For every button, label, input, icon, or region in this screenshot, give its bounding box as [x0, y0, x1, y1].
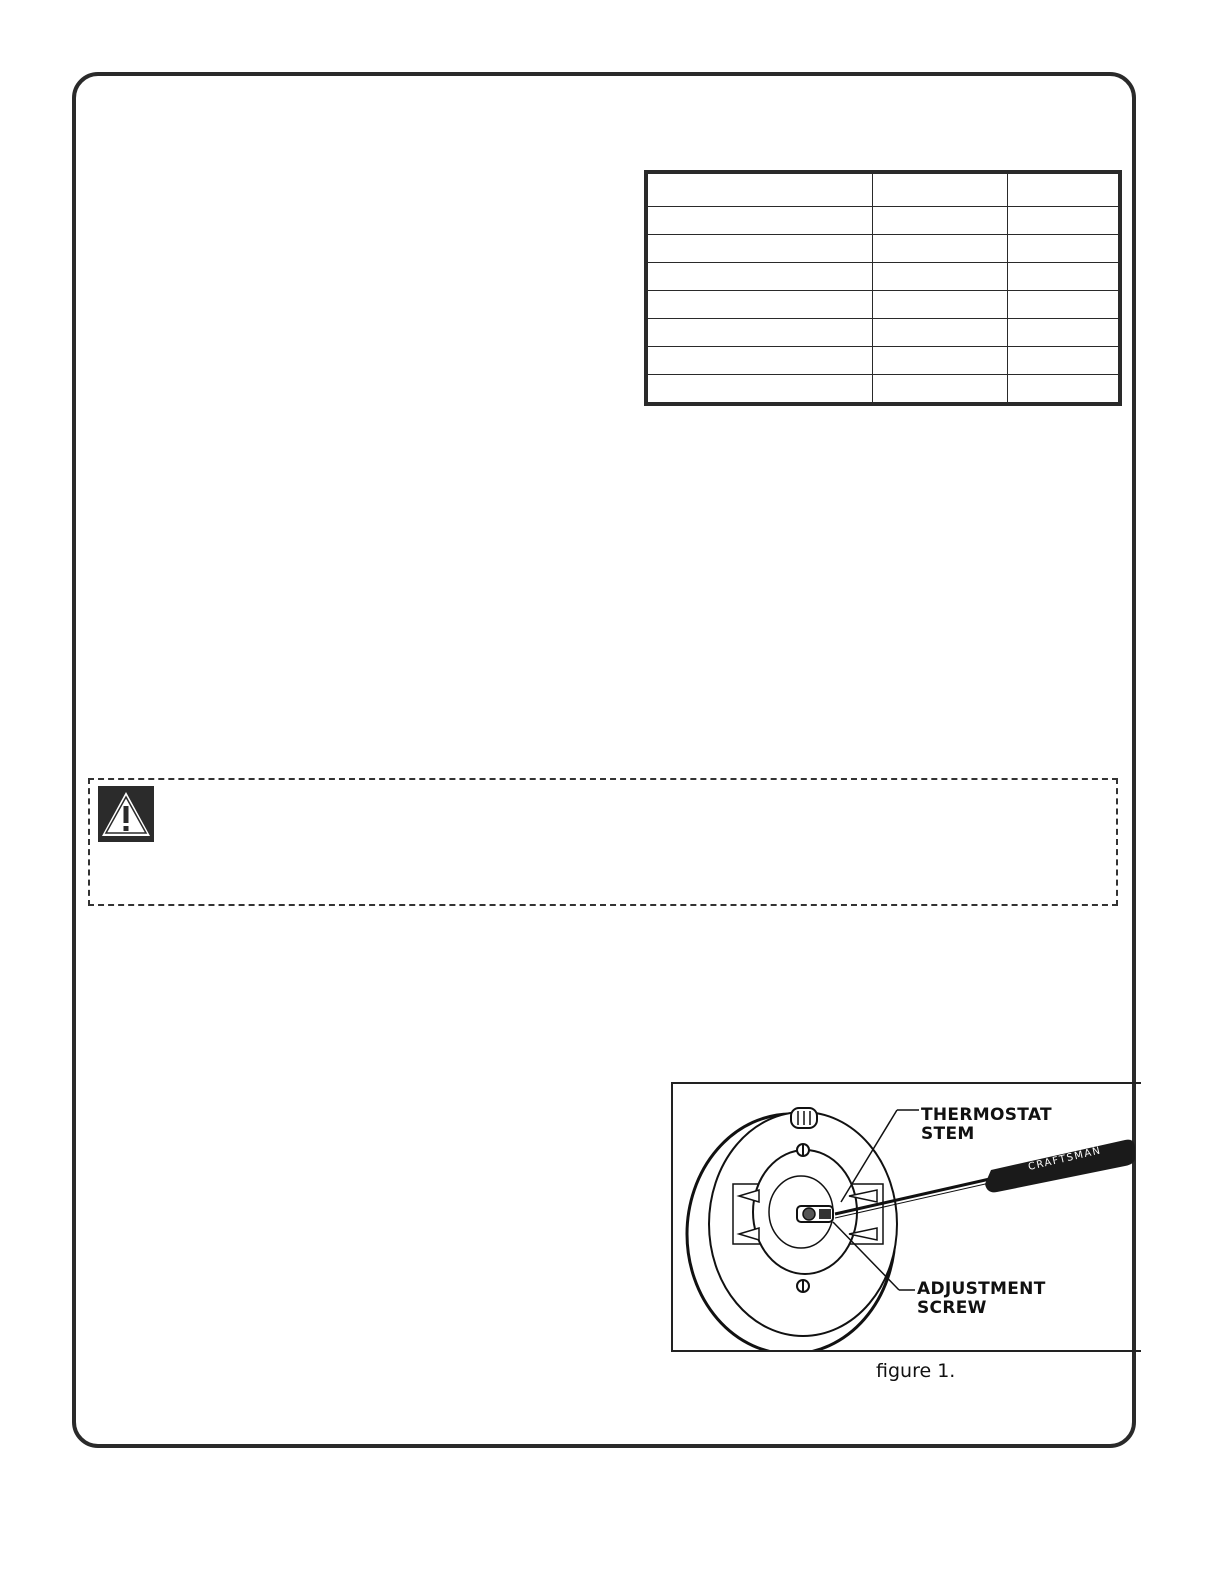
thermostat-illustration: [673, 1084, 1141, 1352]
table-row: [646, 375, 1120, 405]
figure-caption: figure 1.: [876, 1360, 956, 1382]
warning-box: [88, 778, 1118, 906]
spec-table: [644, 170, 1122, 406]
callout-thermostat-stem: THERMOSTAT STEM: [921, 1105, 1052, 1144]
table-row: [646, 291, 1120, 319]
callout-adjustment-screw: ADJUSTMENT SCREW: [917, 1279, 1046, 1318]
warning-triangle-icon: [98, 786, 154, 842]
figure-thermostat: [671, 1082, 1141, 1352]
table-row: [646, 319, 1120, 347]
table-row: [646, 347, 1120, 375]
table-row: [646, 207, 1120, 235]
table-row: [646, 263, 1120, 291]
table-row: [646, 235, 1120, 263]
table-header-row: [646, 172, 1120, 207]
screwdriver-brand: CRAFTSMAN: [1027, 1145, 1103, 1173]
